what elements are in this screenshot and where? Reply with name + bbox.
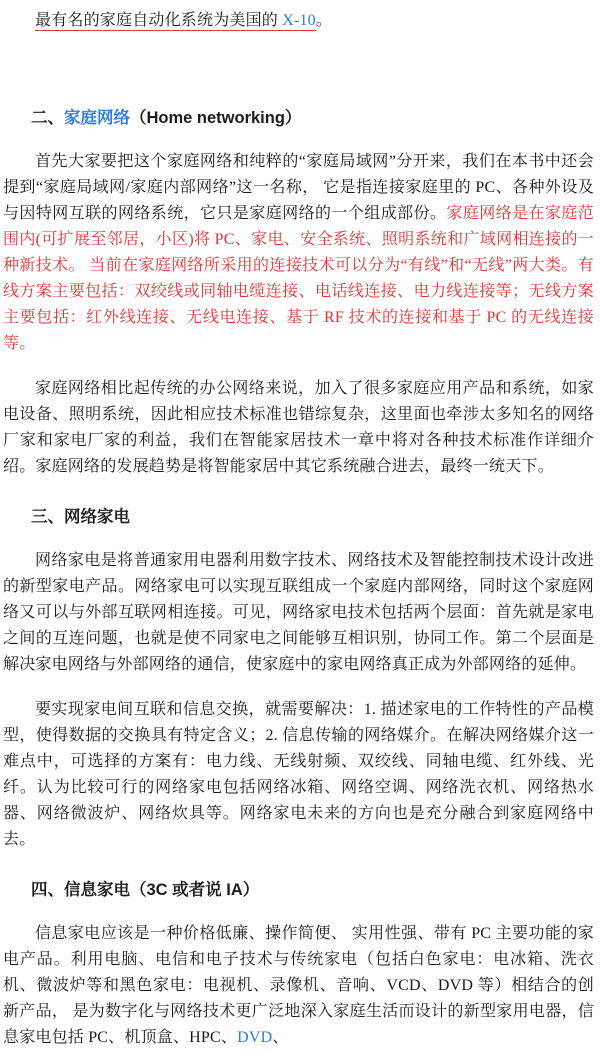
home-networking-link[interactable]: 家庭网络 bbox=[64, 109, 130, 127]
x10-link[interactable]: X-10 bbox=[282, 12, 316, 29]
para1-black-text: 首先大家要把这个家庭网络和纯粹的“家庭局域网”分开来，我们在本书中还会提到“家庭局域网/家庭内部网络”这一名称， 它是指连接家庭里的 PC、各种外设及与因特网互联的网络系统，它只是家庭网络的一个组成部份。 bbox=[3, 153, 594, 222]
paragraph-network-appliances-definition: 网络家电是将普通家用电器利用数字技术、网络技术及智能控制技术设计改进的新型家电产品。网络家电可以实现互联组成一个家庭内部网络，同时这个家庭网络又可以与外部互联网相连接。可见，网络家电技术包括两个层面：首先就是家电之间的互连问题，也就是使不同家电之间能够互相识别，协同工作。第二个层面是解决家电网络与外部网络的通信，使家庭中的家电网络真正成为外部网络的延伸。 bbox=[3, 552, 594, 673]
intro-tail: 。 bbox=[315, 12, 333, 29]
para1-red-text: 家庭网络是在家庭范围内(可扩展至邻居，小区)将 PC、家电、安全系统、照明系统和广域网相连接的一种新技术。 当前在家庭网络所采用的连接技术可以分为“有线”和“无线”两大类。有线方案主要包括：双绞线或同轴电缆连接、电话线连接、电力线连接等；无线方案主要包括：红外线连接、无线电连接、基于 RF 技术的连接和基于 PC 的无线连接等。 bbox=[3, 205, 594, 352]
section-heading-network-appliances: 三、网络家电 bbox=[31, 508, 130, 526]
paragraph-home-network-standards: 家庭网络相比起传统的办公网络来说，加入了很多家庭应用产品和系统，如家电设备、照明系统，因此相应技术标准也错综复杂，这里面也牵涉太多知名的网络厂家和家电厂家的利益，我们在智能家居技术一章中将对各种技术标准作详细介绍。家庭网络的发展趋势是将智能家居中其它系统融合进去，最终一统天下。 bbox=[3, 380, 594, 475]
heading-suffix: （Home networking） bbox=[130, 109, 302, 127]
para5-tail: 、 bbox=[272, 1029, 289, 1046]
dvd-link[interactable]: DVD bbox=[237, 1029, 273, 1046]
paragraph-info-appliances bbox=[3, 921, 594, 1051]
para5-text: 信息家电应该是一种价格低廉、操作简便、 实用性强、带有 PC 主要功能的家电产品。利用电脑、电信和电子技术与传统家电（包括白色家电：电冰箱、洗衣机、微波炉等和黑色家电：电视机、录像机、音响、VCD、DVD 等）相结合的创新产品， 是为数字化与网络技术更广泛地深入家庭生活而设计的新型家用电器，信息家电包括 PC、机顶盒、HPC、 bbox=[3, 925, 594, 1046]
paragraph-network-appliances-interconnect: 要实现家电间互联和信息交换，就需要解决：1. 描述家电的工作特性的产品模型，使得数据的交换具有特定含义；2. 信息传输的网络媒介。在解决网络媒介这一难点中，可选择的方案有：电力线、无线射频、双绞线、同轴电缆、红外线、光纤。认为比较可行的网络家电包括网络冰箱、网络空调、网络洗衣机、网络热水器、网络微波炉、网络炊具等。网络家电未来的方向也是充分融合到家庭网络中去。 bbox=[3, 701, 594, 848]
section-heading-home-networking bbox=[3, 106, 594, 130]
intro-line bbox=[3, 8, 594, 34]
intro-text: 最有名的家庭自动化系统为美国的 bbox=[35, 12, 283, 29]
underlined-sentence bbox=[35, 12, 316, 31]
section-heading-info-appliances: 四、信息家电（3C 或者说 IA） bbox=[31, 881, 260, 899]
heading-number: 二、 bbox=[31, 109, 64, 127]
paragraph-home-network-definition bbox=[3, 149, 594, 357]
